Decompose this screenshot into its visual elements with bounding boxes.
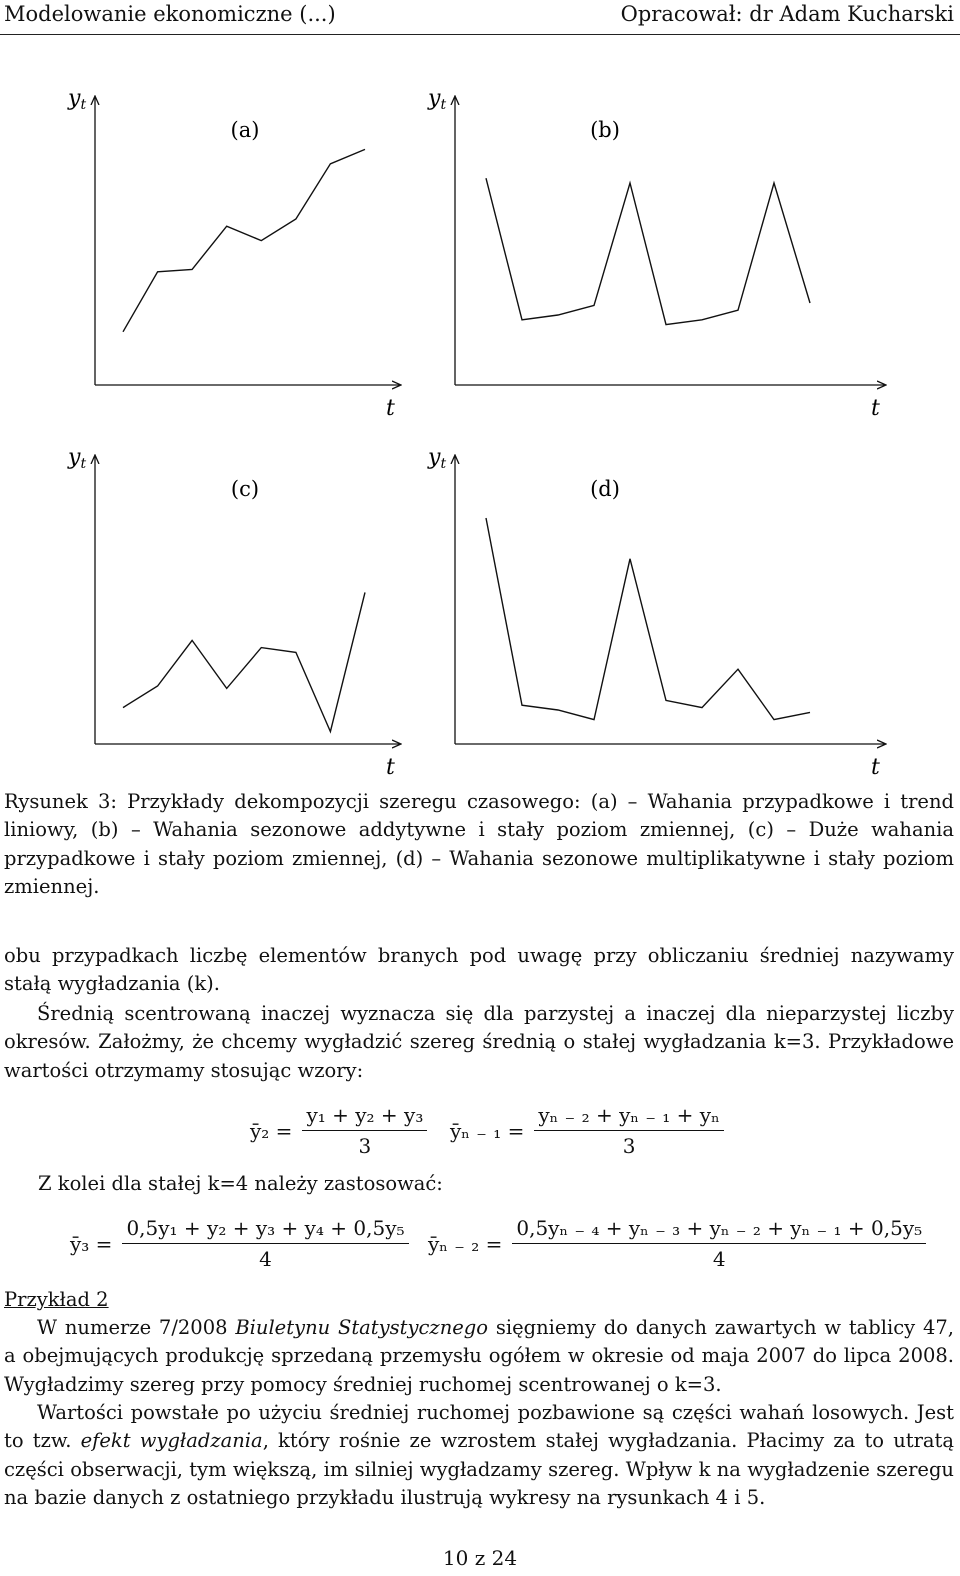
series-line xyxy=(486,518,810,720)
x-axis-label: t xyxy=(871,396,880,421)
paragraph-effect-part1: Wartości powstałe po użyciu średniej ruchomej pozbawione są części wahań losowych. Jest to tzw. xyxy=(4,1401,954,1453)
y-axis-label: yt xyxy=(68,86,87,113)
paragraph-example-italic: Biuletynu Statystycznego xyxy=(235,1316,489,1339)
equation-y3 xyxy=(70,1213,409,1274)
paragraph-smoothing-effect xyxy=(4,1399,954,1512)
header-right: Opracował: dr Adam Kucharski xyxy=(620,2,954,26)
equation-yn1-lhs: ȳₙ ₋ ₁ = xyxy=(450,1118,525,1143)
decomposition-figure xyxy=(0,60,960,780)
equation-yn2 xyxy=(428,1213,926,1274)
panel-2 xyxy=(427,86,885,421)
equation-yn1 xyxy=(450,1100,724,1161)
series-line xyxy=(123,149,365,331)
panel-3 xyxy=(67,445,400,780)
equation-yn2-numerator: 0,5yₙ ₋ ₄ + yₙ ₋ ₃ + yₙ ₋ ₂ + yₙ ₋ ₁ + 0,5y₅ xyxy=(512,1213,926,1244)
equation-y3-denominator: 4 xyxy=(259,1247,272,1271)
equation-y2 xyxy=(250,1100,427,1161)
paragraph-example-part2: sięgniemy do danych zawartych w tablicy 47, a obejmujących produkcję sprzedaną przemysłu ogółem w okresie od maja 2007 do lipca 2008. Wygładzimy szereg przy pomocy średniej ruchomej scentrowanej o k=3. xyxy=(4,1316,954,1396)
equation-yn2-lhs: ȳₙ ₋ ₂ = xyxy=(428,1231,503,1256)
panel-1 xyxy=(67,86,400,421)
panel-label: (b) xyxy=(590,118,620,142)
equation-yn1-denominator: 3 xyxy=(622,1134,636,1158)
paragraph-example-part1: W numerze 7/2008 xyxy=(37,1316,236,1339)
panel-4 xyxy=(427,445,885,780)
x-axis-label: t xyxy=(871,755,880,780)
figure-caption: Rysunek 3: Przykłady dekompozycji szeregu czasowego: (a) – Wahania przypadkowe i trend liniowy, (b) – Wahania sezonowe addytywne i stały poziom zmiennej, (c) – Duże wahania przypadkowe i stały poziom zmiennej, (d) – Wahania sezonowe multiplikatywne i stały poziom zmiennej. xyxy=(4,790,954,898)
paragraph-smoothing-constant: obu przypadkach liczbę elementów branych pod uwagę przy obliczaniu średniej nazywamy stałą wygładzania (k). xyxy=(4,944,954,996)
equation-yn1-numerator: yₙ ₋ ₂ + yₙ ₋ ₁ + yₙ xyxy=(534,1100,723,1131)
page-header xyxy=(0,0,960,35)
header-left: Modelowanie ekonomiczne (...) xyxy=(4,2,336,26)
page-number: 10 z 24 xyxy=(442,1546,518,1570)
series-line xyxy=(486,178,810,324)
equation-y2-lhs: ȳ₂ = xyxy=(250,1118,293,1143)
paragraph-effect-italic: efekt wygładzania xyxy=(80,1429,263,1453)
paragraph-k4: Z kolei dla stałej k=4 należy zastosować: xyxy=(38,1172,443,1195)
example-title xyxy=(4,1286,954,1314)
equation-y2-numerator: y₁ + y₂ + y₃ xyxy=(302,1100,427,1131)
paragraph-example xyxy=(4,1314,954,1399)
panel-label: (d) xyxy=(590,477,620,501)
paragraph-effect-part2: , który rośnie ze wzrostem stałej wygładzania. Płacimy za to utratą części obserwacji, tym większą, im silniej wygładzamy szereg. Wpływ k na wygładzenie szeregu na bazie danych z ostatniego przykładu ilustrują wykresy na rysunkach 4 i 5. xyxy=(4,1429,954,1509)
example-title-text: Przykład 2 xyxy=(4,1288,109,1311)
paragraph-centered-mean: Średnią scentrowaną inaczej wyznacza się dla parzystej a inaczej dla nieparzystej liczby okresów. Założmy, że chcemy wygładzić szereg średnią o stałej wygładzania k=3. Przykładowe wartości otrzymamy stosując wzory: xyxy=(4,1002,954,1082)
panel-label: (c) xyxy=(230,477,260,501)
equation-y3-numerator: 0,5y₁ + y₂ + y₃ + y₄ + 0,5y₅ xyxy=(122,1213,408,1244)
panel-label: (a) xyxy=(230,118,260,142)
series-line xyxy=(123,592,365,731)
y-axis-label: yt xyxy=(68,445,87,472)
equation-y3-lhs: ȳ₃ = xyxy=(70,1231,113,1256)
y-axis-label: yt xyxy=(428,445,447,472)
equation-y2-denominator: 3 xyxy=(358,1134,372,1158)
x-axis-label: t xyxy=(386,396,395,421)
equation-yn2-denominator: 4 xyxy=(712,1247,726,1271)
y-axis-label: yt xyxy=(428,86,447,113)
x-axis-label: t xyxy=(386,755,395,780)
